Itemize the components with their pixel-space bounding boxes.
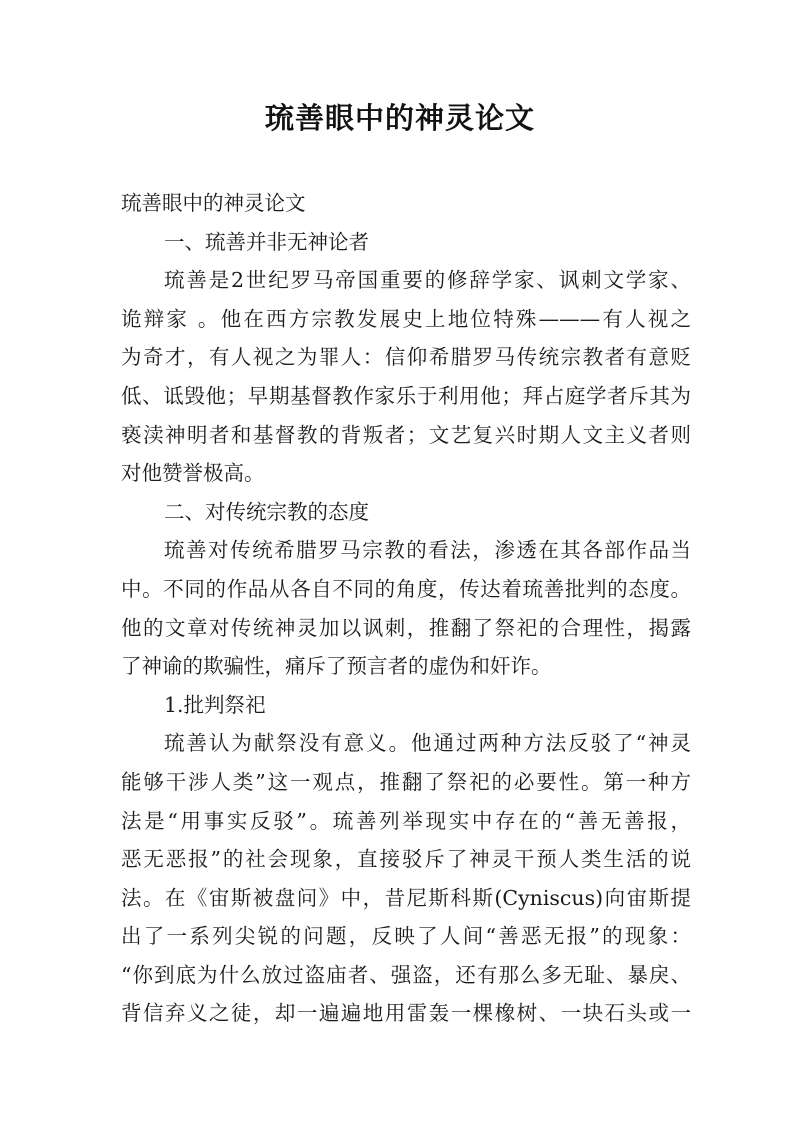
paragraph [121,223,691,262]
paragraph [121,724,691,1033]
text-line: 他的文章对传统神灵加以讽刺，推翻了祭祀的合理性，揭露 [121,615,691,640]
text-line: 二、对传统宗教的态度 [164,499,369,524]
text-line: 背信弃义之徒，却一遍遍地用雷轰一棵橡树、一块石头或一 [121,1001,691,1026]
text-line: 法。在《宙斯被盘问》中，昔尼斯科斯(Cyniscus)向宙斯提 [121,885,691,910]
text-line: 对他赞誉极高。 [121,461,265,486]
text-line: 琉善认为献祭没有意义。他通过两种方法反驳了“神灵 [164,731,691,756]
text-line: 亵渎神明者和基督教的背叛者；文艺复兴时期人文主义者则 [121,422,691,447]
document-body [121,184,691,1033]
text-line: “你到底为什么放过盗庙者、强盗，还有那么多无耻、暴戾、 [121,962,691,987]
text-line: 为奇才，有人视之为罪人：信仰希腊罗马传统宗教者有意贬 [121,345,691,370]
text-line: 琉善对传统希腊罗马宗教的看法，渗透在其各部作品当 [164,538,691,563]
text-line: 能够干涉人类”这一观点，推翻了祭祀的必要性。第一种方 [121,769,691,794]
paragraph [121,493,691,532]
text-line: 恶无恶报”的社会现象，直接驳斥了神灵干预人类生活的说 [121,847,691,872]
paragraph [121,184,691,223]
text-line: 出了一系列尖锐的问题，反映了人间“善恶无报”的现象： [121,924,691,949]
paragraph [121,686,691,725]
paragraph [121,531,691,685]
text-line: 诡辩家 。他在西方宗教发展史上地位特殊———有人视之 [121,306,691,331]
text-line: 法是“用事实反驳”。琉善列举现实中存在的“善无善报， [121,808,691,833]
text-line: 低、诋毁他；早期基督教作家乐于利用他；拜占庭学者斥其为 [121,383,691,408]
document-title: 琉善眼中的神灵论文 [264,101,535,135]
text-line: 中。不同的作品从各自不同的角度，传达着琉善批判的态度。 [121,576,691,601]
text-line: 1.批判祭祀 [164,692,266,717]
paragraph [121,261,691,493]
text-line: 了神谕的欺骗性，痛斥了预言者的虚伪和奸诈。 [121,654,552,679]
text-line: 琉善是2世纪罗马帝国重要的修辞学家、讽刺文学家、 [164,268,691,293]
text-line: 一、琉善并非无神论者 [164,229,369,254]
text-line: 琉善眼中的神灵论文 [121,191,306,215]
